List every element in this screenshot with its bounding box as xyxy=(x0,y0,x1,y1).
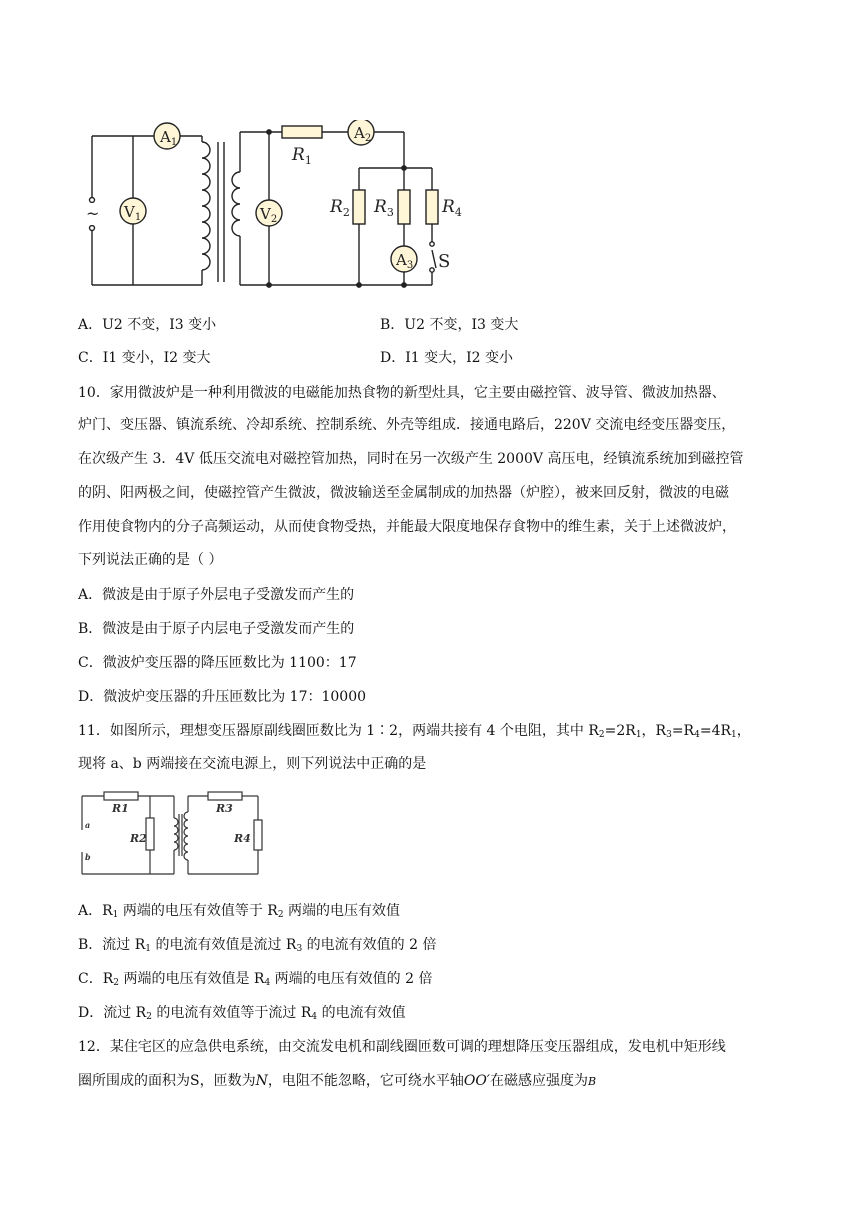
q10-text-line-6: 下列说法正确的是（ ） xyxy=(78,552,223,568)
q9-r1-label: R xyxy=(292,145,305,165)
q9-option-c: C．I1 变小，I2 变大 xyxy=(78,350,211,366)
q9-r3-label: R xyxy=(374,197,387,217)
q11-terminal-b-label: b xyxy=(85,852,91,862)
q9-source-symbol: ~ xyxy=(86,204,100,223)
q9-r2-label: R xyxy=(330,197,343,217)
q11-option-d: D．流过 $R_2$ 的电流有效值等于流过 $R_4$ 的电流有效值 xyxy=(78,1005,406,1022)
q11-terminal-a-label: a xyxy=(85,820,91,830)
q10-text-line-1: 10．家用微波炉是一种利用微波的电磁能加热食物的新型灶具，它主要由磁控管、波导管、微波加热器、 xyxy=(78,385,726,401)
q9-circuit-figure xyxy=(78,120,558,300)
q10-text-line-4: 的阴、阳两极之间，使磁控管产生微波，微波输送至金属制成的加热器（炉腔），被来回反射，微波的电磁 xyxy=(78,485,729,501)
q10-option-d: D．微波炉变压器的升压匝数比为 17：10000 xyxy=(78,689,367,705)
q10-option-a: A．微波是由于原子外层电子受激发而产生的 xyxy=(78,587,355,603)
q11-r4-label: R4 xyxy=(234,832,251,845)
q9-r4-label: R xyxy=(442,197,455,217)
q9-voltmeter-v2-label: V xyxy=(260,205,271,223)
q10-text-line-3: 在次级产生 3．4V 低压交流电对磁控管加热，同时在另一次级产生 2000V 高压电，经镇流系统加到磁控管 xyxy=(78,451,744,467)
q9-switch-label: S xyxy=(438,251,451,272)
q11-option-a: A．$R_1$ 两端的电压有效值等于 $R_2$ 两端的电压有效值 xyxy=(78,903,401,920)
q10-text-line-2: 炉门、变压器、镇流系统、冷却系统、控制系统、外壳等组成．接通电路后，220V 交流电经变压器变压， xyxy=(78,417,736,433)
q9-ammeter-a3-label: A xyxy=(396,251,407,269)
q11-r2-label: R2 xyxy=(130,832,147,845)
svg-text:A1: $A_1$ xyxy=(160,128,178,148)
q10-text-line-5: 作用使食物内的分子高频运动，从而使食物受热，并能最大限度地保存食物中的维生素，关于上述微波炉， xyxy=(78,519,736,535)
q9-ammeter-a1-label: A xyxy=(160,128,171,146)
q9-option-b: B．U2 不变，I3 变大 xyxy=(380,317,519,333)
q11-option-c: C．$R_2$ 两端的电压有效值是 $R_4$ 两端的电压有效值的 2 倍 xyxy=(78,971,433,988)
q9-ammeter-a2-label: A xyxy=(354,124,365,142)
q11-text-line-1: 11．如图所示，理想变压器原副线圈匝数比为 1∶2，两端共接有 4 个电阻，其中 $R_2=2R_1$，$R_3=R_4=4R_1$， xyxy=(78,723,751,740)
q12-text-line-2: 圈所围成的面积为S，匝数为N，电阻不能忽略，它可绕水平轴OO′在磁感应强度为B xyxy=(78,1073,597,1089)
q10-option-b: B．微波是由于原子内层电子受激发而产生的 xyxy=(78,621,355,637)
svg-text:A2: $A_2$ xyxy=(354,124,372,144)
q10-option-c: C．微波炉变压器的降压匝数比为 1100：17 xyxy=(78,655,357,671)
svg-text:R4: $R_4$ xyxy=(442,197,462,219)
q11-r3-label: R3 xyxy=(216,802,233,815)
svg-text:R2: $R_2$ xyxy=(330,197,350,219)
svg-text:R3: $R_3$ xyxy=(374,197,394,219)
q12-text-line-1: 12．某住宅区的应急供电系统，由交流发电机和副线圈匝数可调的理想降压变压器组成，发电机中矩形线 xyxy=(78,1039,726,1055)
q11-option-b: B．流过 $R_1$ 的电流有效值是流过 $R_3$ 的电流有效值的 2 倍 xyxy=(78,937,437,954)
q11-r1-label: R1 xyxy=(112,802,129,815)
q9-option-d: D．I1 变大，I2 变小 xyxy=(380,350,513,366)
svg-text:V2: $V_2$ xyxy=(260,205,278,225)
svg-text:V1: $V_1$ xyxy=(124,203,142,223)
svg-text:A3: $A_3$ xyxy=(396,251,414,271)
q11-text-line-2: 现将 a、b 两端接在交流电源上，则下列说法中正确的是 xyxy=(78,756,427,772)
q9-voltmeter-v1-label: V xyxy=(124,203,135,221)
q9-option-a: A．U2 不变，I3 变小 xyxy=(78,317,217,333)
q11-circuit-figure xyxy=(78,790,268,880)
svg-text:R1: $R_1$ xyxy=(292,145,312,167)
